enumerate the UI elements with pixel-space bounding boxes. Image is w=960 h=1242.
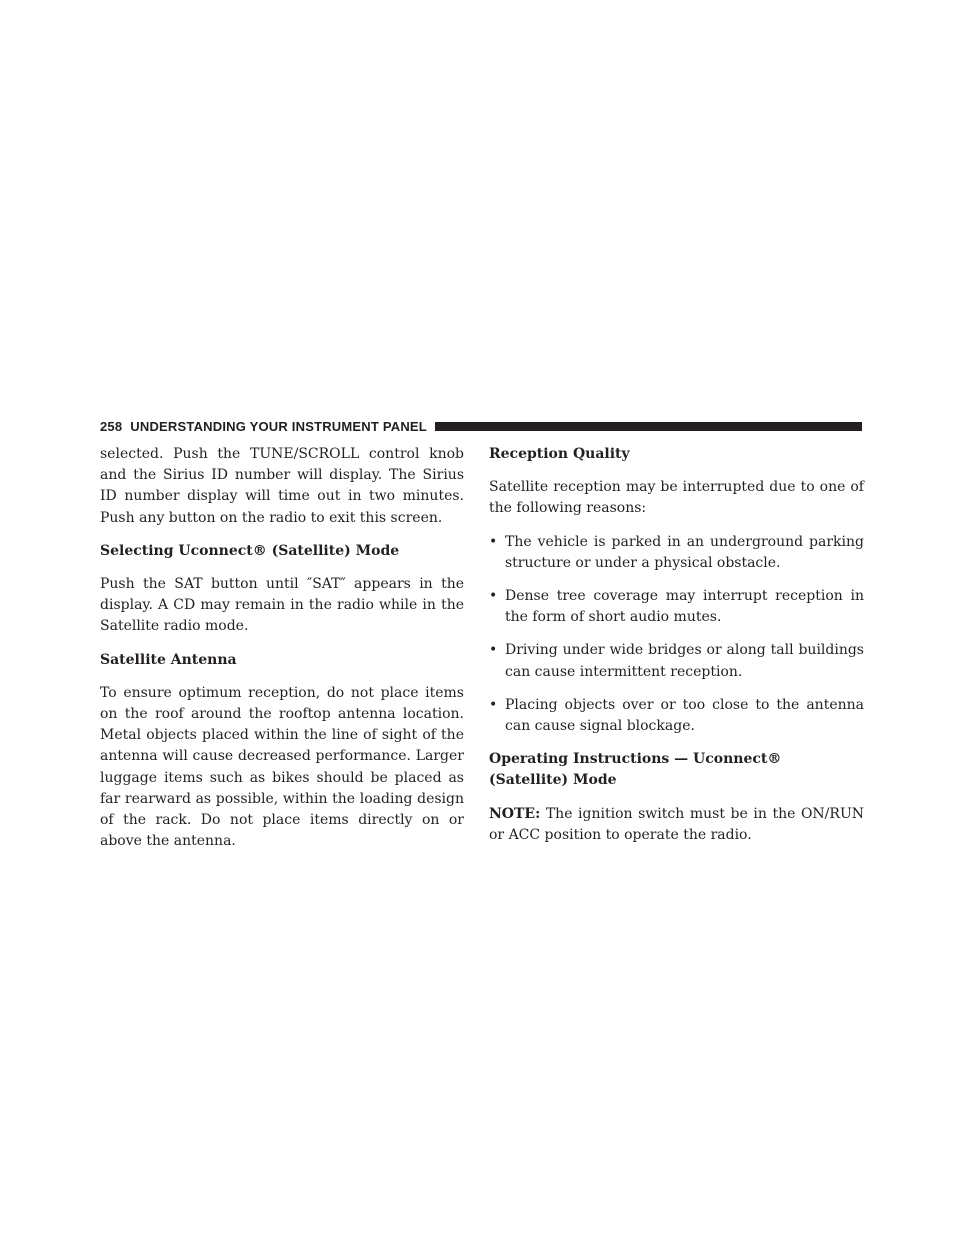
paragraph-selecting-mode: Push the SAT button until ″SAT″ appears in the display. A CD may remain in the radio while in the Satellite radio mode. xyxy=(100,576,464,635)
page-number: 258 xyxy=(100,418,123,434)
list-item xyxy=(489,640,864,682)
reasons-list xyxy=(489,532,864,738)
heading-reception-quality: Reception Quality xyxy=(489,446,630,462)
page-header xyxy=(100,415,862,437)
list-item-text: Placing objects over or too close to the antenna can cause signal blockage. xyxy=(505,696,864,735)
paragraph-reception-quality: Satellite reception may be interrupted due to one of the following reasons: xyxy=(489,479,864,517)
list-item-text: Driving under wide bridges or along tall buildings can cause intermittent reception. xyxy=(505,642,864,680)
list-item xyxy=(489,695,864,737)
intro-paragraph: selected. Push the TUNE/SCROLL control knob and the Sirius ID number will display. The Sirius ID number display will time out in two minutes. Push any button on the radio to exit this screen. xyxy=(100,446,464,526)
note-paragraph xyxy=(489,804,864,846)
list-item xyxy=(489,586,864,628)
list-item-text: The vehicle is parked in an underground parking structure or under a physical obstacle. xyxy=(505,533,864,571)
heading-satellite-antenna: Satellite Antenna xyxy=(100,651,237,668)
paragraph-satellite-antenna: To ensure optimum reception, do not place items on the roof around the rooftop antenna location. Metal objects placed within the line of sight of the antenna will cause decreased performance. Larger luggage items such as bikes should be placed as far rearward as possible, within the loading design of the rack. Do not place items directly on or above the antenna. xyxy=(100,684,464,850)
list-item xyxy=(489,532,864,574)
note-label: NOTE: xyxy=(489,805,541,822)
bullet-icon: • xyxy=(489,588,498,605)
heading-selecting-mode: Selecting Uconnect® (Satellite) Mode xyxy=(100,542,400,559)
note-text: The ignition switch must be in the ON/RUN or ACC position to operate the radio. xyxy=(489,805,864,843)
header-rule xyxy=(435,422,862,431)
list-item-text: Dense tree coverage may interrupt reception in the form of short audio mutes. xyxy=(505,588,864,626)
heading-operating-instructions: Operating Instructions — Uconnect® (Satellite) Mode xyxy=(489,751,782,789)
bullet-icon: • xyxy=(489,696,498,713)
bullet-icon: • xyxy=(489,642,498,659)
bullet-icon: • xyxy=(489,533,498,550)
right-column xyxy=(489,444,864,858)
left-column xyxy=(100,444,464,864)
section-title: UNDERSTANDING YOUR INSTRUMENT PANEL xyxy=(130,418,427,434)
